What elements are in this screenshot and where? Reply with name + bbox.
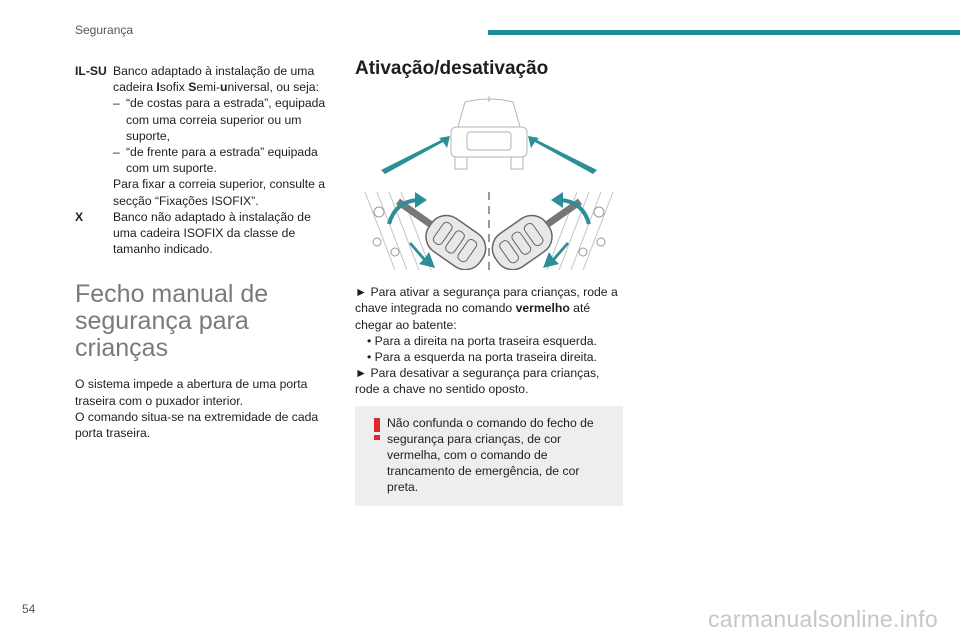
activate-post: até chegar ao batente: — [355, 301, 591, 332]
bullet-1-text: Para a direita na porta traseira esquerda. — [374, 333, 597, 348]
il-su-body — [113, 63, 337, 209]
exclamation-icon — [371, 418, 383, 440]
paragraph-2: O comando situa-se na extremidade de cada porta traseira. — [75, 409, 319, 441]
bullet-2 — [355, 349, 623, 365]
arrow-marker: ► — [355, 366, 368, 381]
header-accent-bar — [488, 30, 960, 35]
warning-text: Não confunda o comando do fecho de segurança para crianças, de cor vermelha, com o comando de trancamento de emergência, de cor preta. — [387, 415, 594, 495]
il-su-bold-u: u — [220, 80, 228, 95]
activate-paragraph — [355, 284, 623, 333]
il-su-t3: niversal, ou seja: — [227, 80, 319, 95]
right-rotation-arrow-head — [551, 192, 563, 208]
il-su-item-1-text: “de costas para a estrada”, equipada com uma correia superior ou um suporte, — [126, 96, 326, 143]
deactivate-text: Para desativar a segurança para crianças, rode a chave no sentido oposto. — [355, 366, 600, 397]
paragraph-1: O sistema impede a abertura de uma porta traseira com o puxador interior. — [75, 377, 308, 408]
dash-mark: – — [113, 96, 120, 111]
child-lock-illustration — [355, 92, 623, 270]
il-su-definition — [75, 63, 337, 209]
bullet-2-text: Para a esquerda na porta traseira direita. — [374, 350, 597, 365]
il-su-t1: sofix — [159, 80, 189, 95]
arrow-marker: ► — [355, 285, 368, 300]
section-title: Fecho manual de segurança para crianças — [75, 280, 269, 363]
left-column — [75, 63, 337, 441]
x-definition — [75, 209, 337, 258]
il-su-bold-i: I — [156, 80, 160, 95]
il-su-term: IL-SU — [75, 64, 107, 78]
il-su-t2: emi- — [196, 80, 221, 95]
section-label: Segurança — [75, 23, 134, 37]
il-su-note: Para fixar a correia superior, consulte a secção “Fixações ISOFIX”. — [113, 177, 326, 208]
x-body: Banco não adaptado à instalação de uma cadeira ISOFIX da classe de tamanho indicado. — [113, 209, 311, 257]
bullet-mark: • — [367, 350, 372, 365]
bullet-1 — [355, 333, 623, 349]
x-term: X — [75, 209, 84, 224]
il-su-item-2 — [113, 144, 337, 176]
right-motion-arrow — [528, 136, 597, 174]
bullet-mark: • — [367, 333, 372, 348]
left-motion-arrow — [381, 136, 450, 174]
car-rear-illustration — [451, 96, 527, 169]
il-su-item-2-text: “de frente para a estrada” equipada com um suporte. — [126, 145, 318, 176]
page-number: 54 — [22, 602, 36, 616]
subsection-title: Ativação/desativação — [355, 58, 549, 79]
dash-mark: – — [113, 145, 120, 160]
right-column — [355, 58, 623, 506]
activate-bold: vermelho — [515, 301, 570, 316]
il-su-item-1 — [113, 95, 337, 144]
activate-pre: Para ativar a segurança para crianças, rode a chave integrada no comando — [355, 285, 618, 316]
il-su-pre: Banco adaptado à instalação de uma cadeira — [113, 64, 315, 95]
il-su-bold-s: S — [188, 80, 197, 95]
watermark: carmanualsonline.info — [707, 606, 938, 632]
il-su-line — [113, 63, 337, 95]
left-rotation-arrow-head — [415, 192, 427, 208]
warning-box — [355, 406, 623, 506]
deactivate-paragraph — [355, 365, 623, 397]
